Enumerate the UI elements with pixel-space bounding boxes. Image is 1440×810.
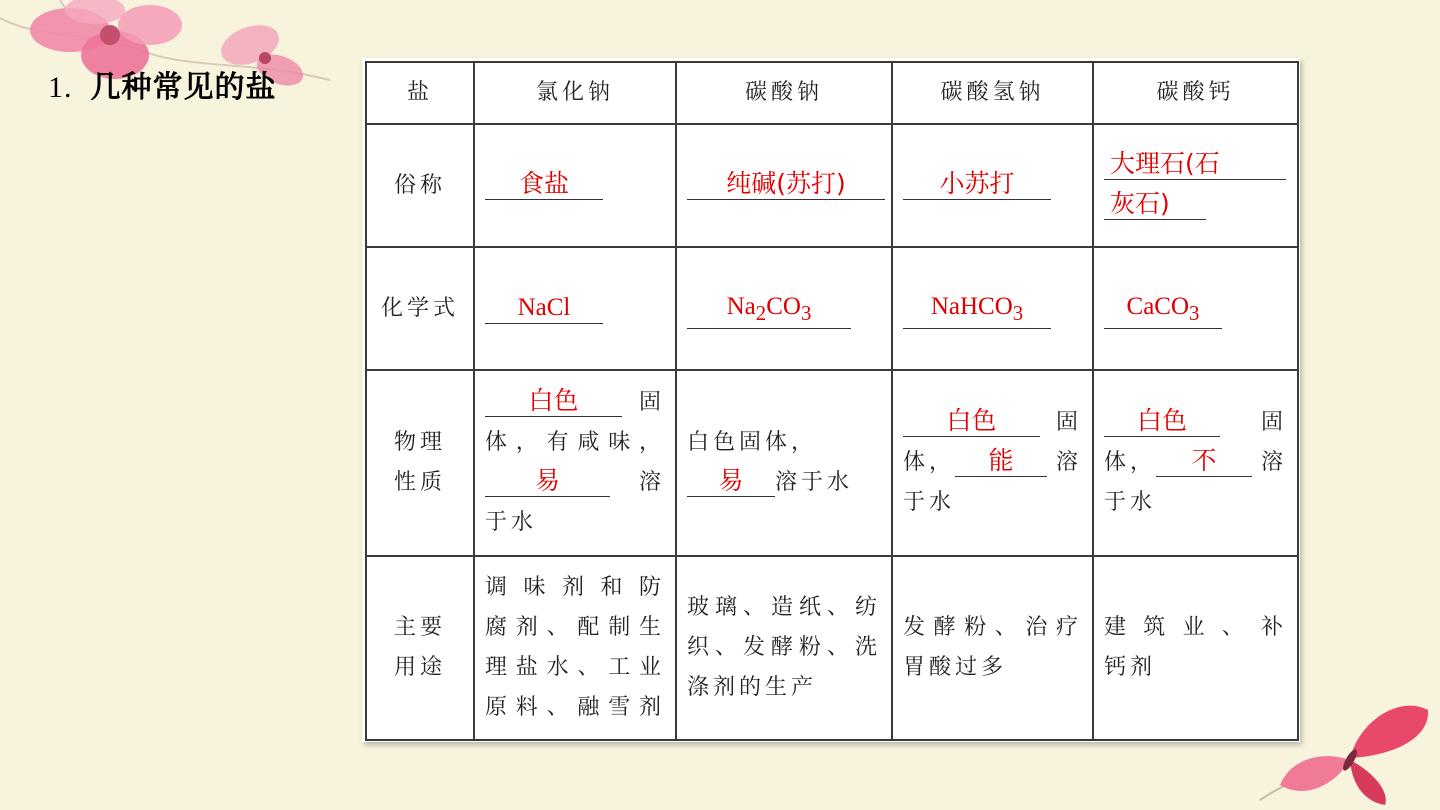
answer-blank: 灰石) (1104, 189, 1206, 220)
answer-blank: 大理石(石 (1104, 149, 1286, 180)
answer-blank: NaCl (485, 293, 603, 324)
answer-blank: $Na_2CO_3$ (687, 292, 851, 329)
cell-nahco3-physical: 白色 固 体， 能 溶 于水 (892, 370, 1093, 556)
answer-blank: 小苏打 (903, 169, 1051, 200)
cell-caco3-formula (1093, 247, 1298, 370)
row-label-common-name: 俗称 (366, 124, 474, 247)
answer-blank: 能 (955, 446, 1047, 477)
cell-nacl-physical: 白色 固 体，有咸味， 易 溶 于水 (474, 370, 676, 556)
header-salt: 盐 (366, 62, 474, 124)
answer-blank: 食盐 (485, 169, 603, 200)
cell-nacl-formula (474, 247, 676, 370)
heading-number: 1. (48, 71, 73, 104)
cell-na2co3-common-name (676, 124, 892, 247)
header-na2co3: 碳酸钠 (676, 62, 892, 124)
header-nacl: 氯化钠 (474, 62, 676, 124)
row-label-formula: 化学式 (366, 247, 474, 370)
cell-na2co3-physical: 白色固体， 易 溶于水 (676, 370, 892, 556)
cell-caco3-physical: 白色 固 体， 不 溶 于水 (1093, 370, 1298, 556)
cell-caco3-common-name (1093, 124, 1298, 247)
table-row-uses (366, 556, 1298, 740)
table-row-common-name (366, 124, 1298, 247)
salts-table (365, 61, 1299, 741)
answer-blank: CaCO$_3$ (1104, 292, 1222, 329)
row-label-uses: 主要 用途 (366, 556, 474, 740)
answer-blank: 不 (1156, 446, 1252, 477)
cell-na2co3-uses: 玻璃、造纸、纺 织、发酵粉、洗 涤剂的生产 (676, 556, 892, 740)
cell-caco3-uses: 建筑业、补 钙剂 (1093, 556, 1298, 740)
cell-nacl-common-name (474, 124, 676, 247)
header-caco3: 碳酸钙 (1093, 62, 1298, 124)
answer-blank: 白色 (485, 386, 622, 417)
salts-table-card (362, 58, 1300, 742)
cell-nahco3-common-name (892, 124, 1093, 247)
answer-blank: 易 (687, 466, 775, 497)
table-header-row (366, 62, 1298, 124)
header-nahco3: 碳酸氢钠 (892, 62, 1093, 124)
cell-na2co3-formula (676, 247, 892, 370)
cell-nahco3-formula (892, 247, 1093, 370)
answer-blank: 白色 (903, 406, 1040, 437)
answer-blank: 纯碱(苏打) (687, 169, 885, 200)
table-row-formula (366, 247, 1298, 370)
cell-nacl-uses: 调味剂和防 腐剂、配制生 理盐水、工业 原料、融雪剂 (474, 556, 676, 740)
answer-blank: NaHCO$_3$ (903, 292, 1051, 329)
answer-blank: 易 (485, 466, 610, 497)
cell-nahco3-uses: 发酵粉、治疗 胃酸过多 (892, 556, 1093, 740)
answer-blank: 白色 (1104, 406, 1220, 437)
table-row-physical (366, 370, 1298, 556)
row-label-physical: 物理 性质 (366, 370, 474, 556)
section-heading (48, 62, 277, 106)
heading-text: 几种常见的盐 (90, 70, 277, 105)
